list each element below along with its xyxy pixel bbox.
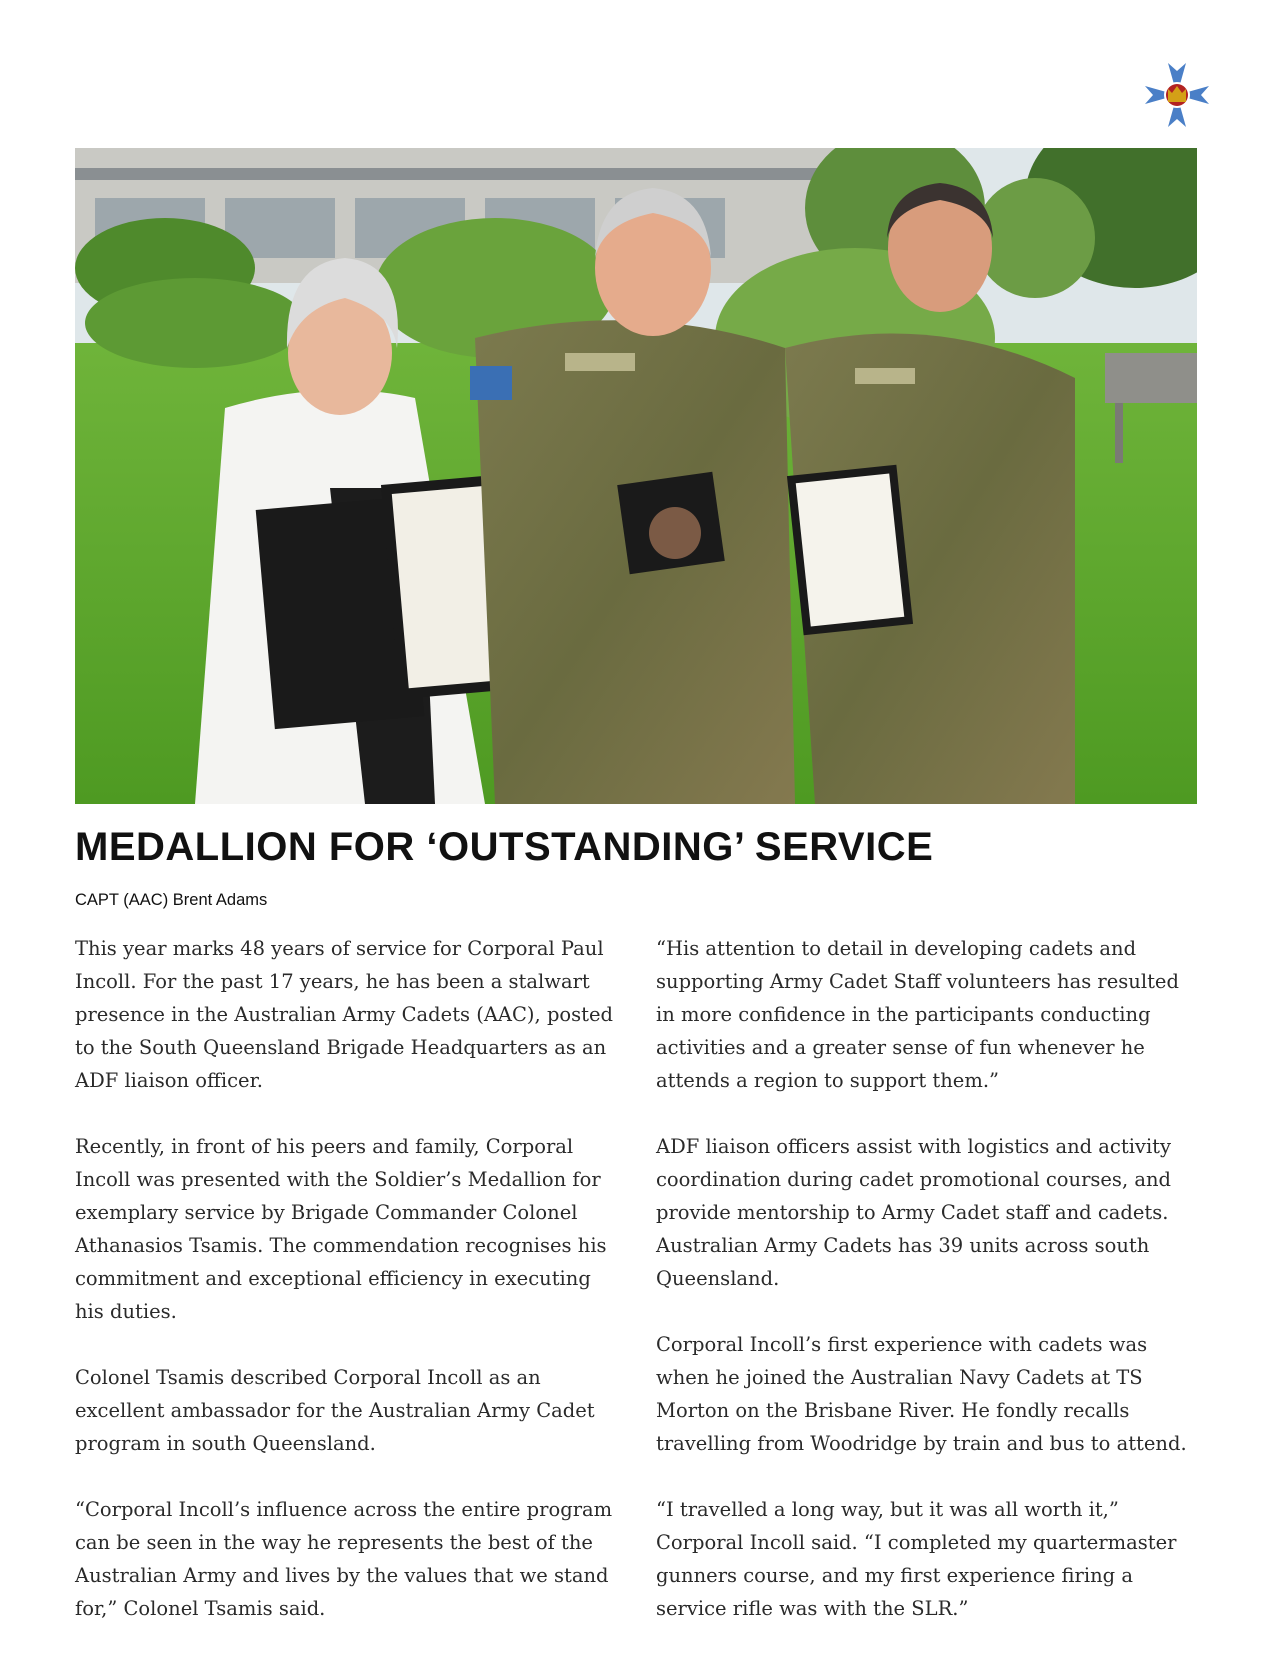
paragraph: ADF liaison officers assist with logistics and activity coordination during cadet promotional courses, and provide mentorship to Army Cadet staff and cadets. Australian Army Cadets has 39 units across south Queensland. bbox=[656, 1135, 1172, 1290]
paragraph: Corporal Incoll’s first experience with cadets was when he joined the Australian Navy Cadets at TS Morton on the Brisbane River. He fondly recalls travelling from Woodridge by train and bus to attend. bbox=[656, 1333, 1187, 1455]
paragraph: “I travelled a long way, but it was all worth it,” Corporal Incoll said. “I completed my quartermaster gunners course, and my first experience firing a service rifle was with the SLR.” bbox=[656, 1498, 1177, 1620]
paragraph: Recently, in front of his peers and family, Corporal Incoll was presented with the Soldier’s Medallion for exemplary service by Brigade Commander Colonel Athanasios Tsamis. The commendation recognises his commitment and exceptional efficiency in executing his duties. bbox=[75, 1135, 607, 1323]
article-column-left bbox=[75, 932, 615, 1658]
article-byline: CAPT (AAC) Brent Adams bbox=[75, 891, 268, 909]
article-headline: MEDALLION FOR ‘OUTSTANDING’ SERVICE bbox=[75, 825, 934, 869]
paragraph: “Corporal Incoll’s influence across the entire program can be seen in the way he represents the best of the Australian Army and lives by the values that we stand for,” Colonel Tsamis said. bbox=[75, 1498, 613, 1620]
award-ceremony-photo bbox=[75, 148, 1197, 804]
paragraph: “His attention to detail in developing cadets and supporting Army Cadet Staff volunteers has resulted in more confidence in the participants conducting activities and a greater sense of fun whenever he attends a region to support them.” bbox=[656, 937, 1179, 1092]
paragraph: Colonel Tsamis described Corporal Incoll as an excellent ambassador for the Australian Army Cadet program in south Queensland. bbox=[75, 1366, 595, 1455]
paragraph: This year marks 48 years of service for Corporal Paul Incoll. For the past 17 years, he has been a stalwart presence in the Australian Army Cadets (AAC), posted to the South Queensland Brigade Headquarters as an ADF liaison officer. bbox=[75, 937, 614, 1092]
article-column-right bbox=[656, 932, 1196, 1658]
army-cadets-logo-icon bbox=[1141, 59, 1213, 131]
